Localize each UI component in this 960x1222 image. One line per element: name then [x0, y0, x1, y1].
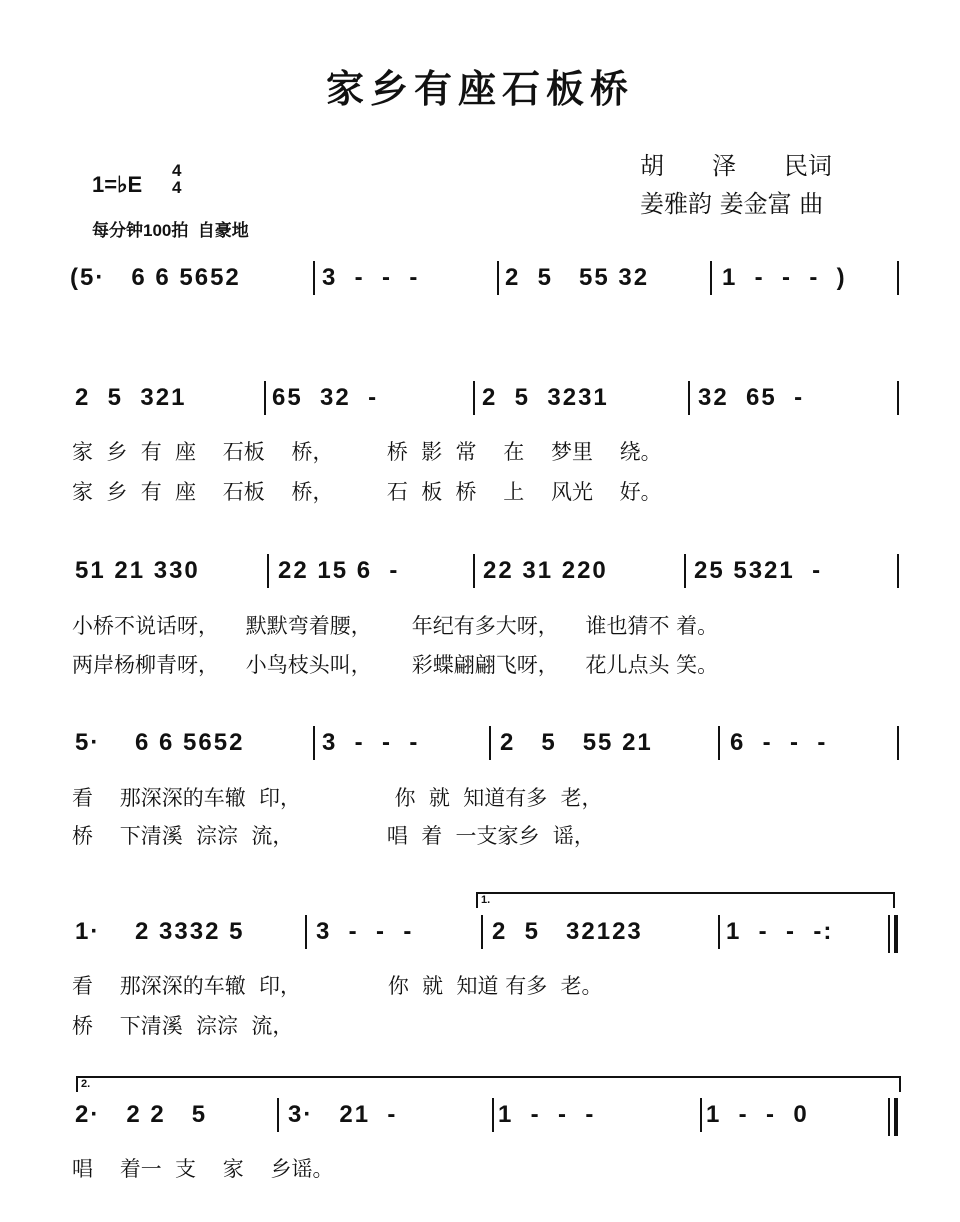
first-ending-label: 1.	[481, 894, 491, 906]
time-bottom: 4	[172, 178, 182, 197]
measure: 2 5 321	[75, 384, 187, 411]
measure: 3 - - -	[322, 729, 420, 756]
measure: 22 31 220	[483, 557, 608, 584]
time-top: 4	[172, 161, 182, 180]
measure: 3 - - -	[316, 918, 414, 945]
lyric-line: 小桥不说话呀， 默默弯着腰， 年纪有多大呀， 谁也猜不 着。	[72, 614, 719, 638]
barline	[684, 554, 686, 588]
measure: 1 - - -	[498, 1101, 596, 1128]
composer: 姜雅韵 姜金富 曲	[640, 190, 824, 218]
song-title: 家乡有座石板桥	[325, 66, 634, 111]
measure: 1 - - 0	[706, 1101, 809, 1128]
tempo-marking: 每分钟100拍 自豪地	[92, 221, 249, 240]
second-ending-label: 2.	[81, 1078, 91, 1090]
measure: 2 5 32123	[492, 918, 643, 945]
barline	[897, 381, 899, 415]
barline	[277, 1098, 279, 1132]
barline	[897, 261, 899, 295]
measure: 25 5321 -	[694, 557, 823, 584]
barline	[897, 726, 899, 760]
measure: 3 - - -	[322, 264, 420, 291]
barline	[718, 915, 720, 949]
double-barline	[888, 1098, 895, 1136]
measure: 1 - - - )	[722, 264, 847, 291]
measure: 2 5 55 32	[505, 264, 650, 291]
barline	[492, 1098, 494, 1132]
lyric-line: 唱 着一 支 家 乡谣。	[72, 1157, 334, 1181]
measure: 3· 21 -	[288, 1101, 398, 1128]
measure: 22 15 6 -	[278, 557, 400, 584]
barline	[718, 726, 720, 760]
lyric-line: 家 乡 有 座 石板 桥， 石 板 桥 上 风光 好。	[72, 480, 662, 504]
barline	[710, 261, 712, 295]
time-signature	[172, 162, 181, 196]
measure: 32 65 -	[698, 384, 805, 411]
key-signature: 1=♭E	[92, 172, 143, 197]
measure: 1· 2 3332 5	[75, 918, 245, 945]
measure: 65 32 -	[272, 384, 379, 411]
measure: 2 5 3231	[482, 384, 609, 411]
double-barline	[888, 915, 895, 953]
measure: 51 21 330	[75, 557, 200, 584]
barline	[688, 381, 690, 415]
lyric-line: 桥 下清溪 淙淙 流，	[72, 1014, 294, 1038]
barline	[497, 261, 499, 295]
barline	[473, 381, 475, 415]
lyric-line: 看 那深深的车辙 印， 你 就 知道有多 老，	[72, 786, 603, 810]
barline	[481, 915, 483, 949]
barline	[305, 915, 307, 949]
barline	[489, 726, 491, 760]
lyricist: 胡 泽 民词	[640, 152, 832, 180]
barline	[897, 554, 899, 588]
measure: 6 - - -	[730, 729, 828, 756]
barline	[700, 1098, 702, 1132]
measure: 5· 6 6 5652	[75, 729, 245, 756]
barline	[473, 554, 475, 588]
lyric-line: 家 乡 有 座 石板 桥， 桥 影 常 在 梦里 绕。	[72, 440, 662, 464]
lyric-line: 两岸杨柳青呀， 小鸟枝头叫， 彩蝶翩翩飞呀， 花儿点头 笑。	[72, 653, 719, 677]
barline	[264, 381, 266, 415]
measure: 1 - - -:	[726, 918, 834, 945]
measure: 2· 2 2 5	[75, 1101, 208, 1128]
barline	[267, 554, 269, 588]
barline	[313, 726, 315, 760]
lyric-line: 桥 下清溪 淙淙 流， 唱 着 一支家乡 谣，	[72, 824, 595, 848]
measure: (5· 6 6 5652	[70, 264, 241, 291]
second-ending-bracket	[76, 1076, 901, 1092]
lyric-line: 看 那深深的车辙 印， 你 就 知道 有多 老。	[72, 974, 603, 998]
barline	[313, 261, 315, 295]
measure: 2 5 55 21	[500, 729, 653, 756]
first-ending-bracket	[476, 892, 895, 908]
